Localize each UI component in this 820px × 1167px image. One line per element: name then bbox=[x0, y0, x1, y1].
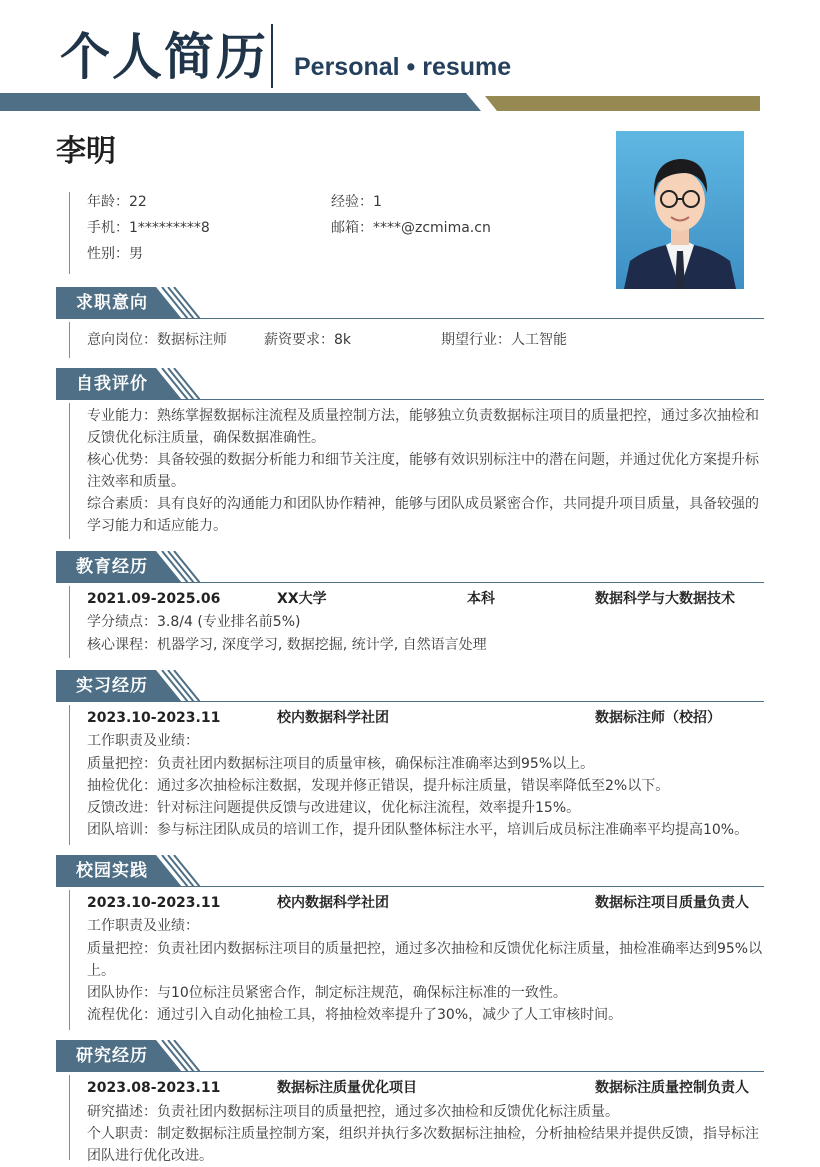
email-value: ****@zcmima.cn bbox=[373, 220, 491, 236]
self-eval-ability: 专业能力：熟练掌握数据标注流程及质量控制方法，能够独立负责数据标注项目的质量把控，通过多次抽检和反馈优化标注质量，确保数据准确性。 bbox=[87, 408, 759, 446]
education-body bbox=[69, 586, 765, 658]
section-title: 研究经历 bbox=[76, 1046, 148, 1066]
section-header-intent bbox=[56, 287, 764, 319]
section-divider bbox=[56, 582, 764, 583]
internship-duty-1: 质量把控：负责社团内数据标注项目的质量审核，确保标注准确率达到95%以上。 bbox=[87, 756, 595, 772]
gender-value: 男 bbox=[129, 246, 143, 262]
intent-industry: 期望行业：人工智能 bbox=[441, 332, 567, 348]
phone-label: 手机： bbox=[87, 220, 129, 236]
research-period: 2023.08-2023.11 bbox=[87, 1080, 221, 1096]
resume-title: 个人简历 bbox=[60, 28, 268, 86]
phone-value: 1*********8 bbox=[129, 220, 210, 236]
campus-role: 数据标注项目质量负责人 bbox=[595, 895, 749, 911]
section-divider bbox=[56, 1071, 764, 1072]
self-eval-body bbox=[69, 403, 765, 539]
experience-value: 1 bbox=[373, 194, 382, 210]
research-role: 数据标注质量控制负责人 bbox=[595, 1080, 749, 1096]
research-body bbox=[69, 1075, 765, 1164]
gender-label: 性别： bbox=[87, 246, 129, 262]
email-row bbox=[331, 218, 491, 238]
section-divider bbox=[56, 886, 764, 887]
email-label: 邮箱： bbox=[331, 220, 373, 236]
section-header-internship bbox=[56, 670, 764, 702]
research-description: 研究描述：负责社团内数据标注项目的质量把控，通过多次抽检和反馈优化标注质量。 bbox=[87, 1104, 619, 1120]
section-title: 实习经历 bbox=[76, 676, 148, 696]
header-banner-bar bbox=[0, 93, 820, 113]
self-eval-strength: 核心优势：具备较强的数据分析能力和细节关注度，能够有效识别标注中的潜在问题，并通过优化方案提升标注效率和质量。 bbox=[87, 452, 759, 490]
campus-body bbox=[69, 890, 765, 1030]
internship-duty-2: 抽检优化：通过多次抽检标注数据，发现并修正错误，提升标注质量，错误率降低至2%以下。 bbox=[87, 778, 670, 794]
internship-duties-label: 工作职责及业绩： bbox=[87, 733, 199, 749]
gender-row bbox=[87, 244, 143, 264]
internship-role: 数据标注师（校招） bbox=[595, 710, 721, 726]
internship-org: 校内数据科学社团 bbox=[277, 710, 389, 726]
intent-salary: 薪资要求：8k bbox=[264, 332, 352, 348]
internship-duty-4: 团队培训：参与标注团队成员的培训工作，提升团队整体标注水平，培训后成员标注准确率平均提高10%。 bbox=[87, 822, 749, 838]
campus-duty-1: 质量把控：负责社团内数据标注项目的质量把控，通过多次抽检和反馈优化标注质量，抽检准确率达到95%以上。 bbox=[87, 941, 763, 979]
section-header-self-eval bbox=[56, 368, 764, 400]
research-project: 数据标注质量优化项目 bbox=[277, 1080, 417, 1096]
section-title: 校园实践 bbox=[76, 861, 148, 881]
campus-duty-2: 团队协作：与10位标注员紧密合作，制定标注规范，确保标注标准的一致性。 bbox=[87, 985, 567, 1001]
experience-row bbox=[331, 192, 382, 212]
education-gpa: 学分绩点：3.8/4 (专业排名前5%) bbox=[87, 614, 301, 630]
resume-subtitle: Personal • resume bbox=[294, 53, 512, 81]
campus-org: 校内数据科学社团 bbox=[277, 895, 389, 911]
section-divider bbox=[56, 701, 764, 702]
experience-label: 经验： bbox=[331, 194, 373, 210]
research-duty: 个人职责：制定数据标注质量控制方案，组织并执行多次数据标注抽检，分析抽检结果并提供反馈，指导标注团队进行优化改进。 bbox=[87, 1126, 759, 1164]
section-divider bbox=[56, 318, 764, 319]
campus-duty-3: 流程优化：通过引入自动化抽检工具，将抽检效率提升了30%，减少了人工审核时间。 bbox=[87, 1007, 623, 1023]
education-school: XX大学 bbox=[277, 591, 327, 607]
section-title: 自我评价 bbox=[76, 374, 148, 394]
self-eval-quality: 综合素质：具有良好的沟通能力和团队协作精神，能够与团队成员紧密合作，共同提升项目质量，具备较强的学习能力和适应能力。 bbox=[87, 496, 759, 534]
internship-body bbox=[69, 705, 765, 845]
education-major: 数据科学与大数据技术 bbox=[595, 591, 735, 607]
section-title: 求职意向 bbox=[76, 293, 148, 313]
intent-position: 意向岗位：数据标注师 bbox=[87, 332, 227, 348]
candidate-name: 李明 bbox=[56, 134, 116, 169]
education-period: 2021.09-2025.06 bbox=[87, 591, 221, 607]
section-header-research bbox=[56, 1040, 764, 1072]
resume-header bbox=[0, 0, 820, 120]
internship-duty-3: 反馈改进：针对标注问题提供反馈与改进建议，优化标注流程，效率提升15%。 bbox=[87, 800, 581, 816]
section-header-campus bbox=[56, 855, 764, 887]
title-divider bbox=[271, 24, 273, 88]
age-row bbox=[87, 192, 147, 212]
education-degree: 本科 bbox=[467, 591, 495, 607]
profile-photo bbox=[616, 131, 744, 289]
campus-period: 2023.10-2023.11 bbox=[87, 895, 221, 911]
phone-row bbox=[87, 218, 210, 238]
intent-body bbox=[69, 322, 765, 358]
education-courses: 核心课程：机器学习, 深度学习, 数据挖掘, 统计学, 自然语言处理 bbox=[87, 637, 487, 653]
section-title: 教育经历 bbox=[76, 557, 148, 577]
internship-period: 2023.10-2023.11 bbox=[87, 710, 221, 726]
campus-duties-label: 工作职责及业绩： bbox=[87, 918, 199, 934]
age-label: 年龄： bbox=[87, 194, 129, 210]
basic-info bbox=[69, 192, 530, 274]
section-divider bbox=[56, 399, 764, 400]
section-header-education bbox=[56, 551, 764, 583]
age-value: 22 bbox=[129, 194, 147, 210]
